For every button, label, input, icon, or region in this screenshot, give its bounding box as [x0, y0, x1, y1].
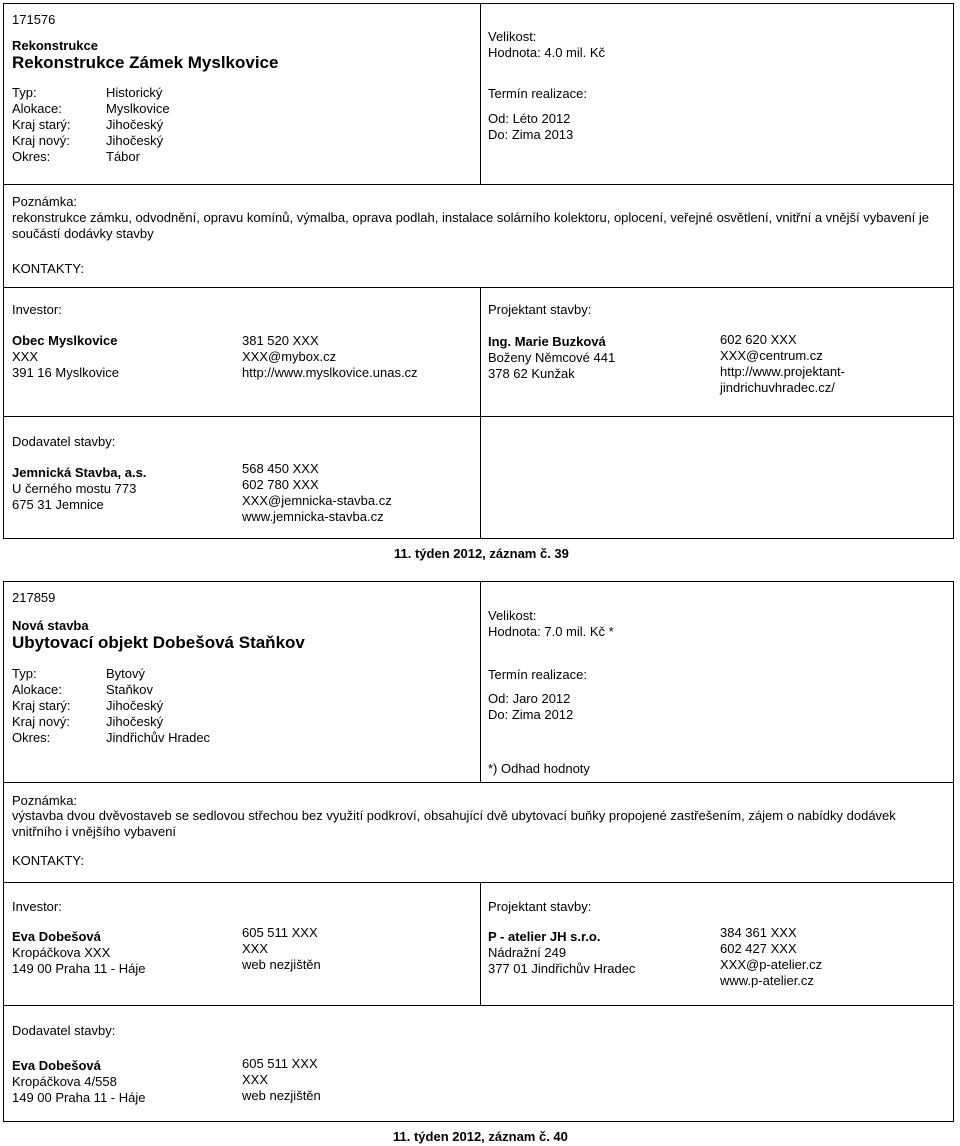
record-id: 171576: [12, 12, 56, 27]
divider-vertical: [480, 287, 481, 416]
field-value-old-region: Jihočeský: [106, 117, 164, 132]
supplier-address-2: 675 31 Jemnice: [12, 497, 104, 512]
supplier-name: Eva Dobešová: [12, 1058, 101, 1073]
supplier-address-1: Kropáčkova 4/558: [12, 1074, 117, 1089]
field-value-district: Tábor: [106, 149, 140, 164]
divider: [4, 416, 953, 417]
divider-vertical: [480, 4, 481, 184]
designer-email: XXX@p-atelier.cz: [720, 957, 823, 972]
divider: [4, 782, 953, 783]
investor-address-1: XXX: [12, 349, 39, 364]
designer-web: http://www.projektant-: [720, 364, 845, 379]
supplier-label: Dodavatel stavby:: [12, 434, 116, 449]
field-value-new-region: Jihočeský: [106, 133, 164, 148]
designer-label: Projektant stavby:: [488, 899, 592, 914]
investor-address-2: 391 16 Myslkovice: [12, 365, 119, 380]
investor-label: Investor:: [12, 302, 62, 317]
size-label: Velikost:: [488, 29, 537, 44]
designer-web: www.p-atelier.cz: [720, 973, 814, 988]
divider: [4, 882, 953, 883]
field-label-type: Typ:: [12, 666, 37, 681]
investor-name: Obec Myslkovice: [12, 333, 118, 348]
investor-web: web nezjištěn: [242, 957, 321, 972]
size-label: Velikost:: [488, 608, 537, 623]
field-label-new-region: Kraj nový:: [12, 714, 70, 729]
investor-name: Eva Dobešová: [12, 929, 101, 944]
field-label-allocation: Alokace:: [12, 682, 62, 697]
contacts-heading: KONTAKTY:: [12, 261, 84, 276]
estimate-note: *) Odhad hodnoty: [488, 761, 590, 776]
designer-address-1: Nádražní 249: [488, 945, 567, 960]
supplier-phone: 605 511 XXX: [242, 1056, 318, 1071]
field-value-old-region: Jihočeský: [106, 698, 164, 713]
supplier-address-1: U černého mostu 773: [12, 481, 137, 496]
supplier-label: Dodavatel stavby:: [12, 1023, 116, 1038]
field-label-old-region: Kraj starý:: [12, 698, 71, 713]
supplier-web: web nezjištěn: [242, 1088, 321, 1103]
field-label-district: Okres:: [12, 149, 51, 164]
note-label: Poznámka:: [12, 793, 78, 808]
field-label-type: Typ:: [12, 85, 37, 100]
designer-web-cont: jindrichuvhradec.cz/: [720, 380, 835, 395]
divider: [4, 1005, 953, 1006]
term-from: Od: Jaro 2012: [488, 691, 571, 706]
investor-web: http://www.myslkovice.unas.cz: [242, 365, 418, 380]
field-value-type: Historický: [106, 85, 163, 100]
divider-vertical: [480, 416, 481, 539]
term-label: Termín realizace:: [488, 667, 587, 682]
term-from: Od: Léto 2012: [488, 111, 571, 126]
designer-name: P - atelier JH s.r.o.: [488, 929, 601, 944]
designer-address-2: 378 62 Kunžak: [488, 366, 575, 381]
supplier-phone-2: 602 780 XXX: [242, 477, 319, 492]
designer-phone-1: 384 361 XXX: [720, 925, 797, 940]
investor-phone: 381 520 XXX: [242, 333, 319, 348]
record-id: 217859: [12, 590, 56, 605]
field-label-allocation: Alokace:: [12, 101, 62, 116]
record-title: Rekonstrukce Zámek Myslkovice: [12, 53, 279, 72]
supplier-email: XXX@jemnicka-stavba.cz: [242, 493, 392, 508]
investor-email: XXX: [242, 941, 269, 956]
record-title: Ubytovací objekt Dobešová Staňkov: [12, 633, 305, 652]
field-label-new-region: Kraj nový:: [12, 133, 70, 148]
term-label: Termín realizace:: [488, 86, 587, 101]
term-to: Do: Zima 2013: [488, 127, 574, 142]
record-footer: 11. týden 2012, záznam č. 39: [394, 546, 569, 561]
field-label-old-region: Kraj starý:: [12, 117, 71, 132]
note-text: výstavba dvou dvěvostaveb se sedlovou střechou bez využití podkroví, obsahující dvě ubytovací buňky propojené zastřešením, zájem o nabídky dodávek vnitřního i vnějšího vybavení: [12, 808, 896, 839]
size-value: Hodnota: 4.0 mil. Kč: [488, 45, 606, 60]
supplier-email: XXX: [242, 1072, 269, 1087]
field-value-district: Jindřichův Hradec: [106, 730, 211, 745]
field-value-allocation: Staňkov: [106, 682, 153, 697]
supplier-address-2: 149 00 Praha 11 - Háje: [12, 1090, 146, 1105]
term-to: Do: Zima 2012: [488, 707, 574, 722]
divider: [4, 184, 953, 185]
investor-address-2: 149 00 Praha 11 - Háje: [12, 961, 146, 976]
designer-phone: 602 620 XXX: [720, 332, 797, 347]
size-value: Hodnota: 7.0 mil. Kč *: [488, 624, 614, 639]
field-value-type: Bytový: [106, 666, 146, 681]
supplier-web: www.jemnicka-stavba.cz: [242, 509, 384, 524]
designer-address-2: 377 01 Jindřichův Hradec: [488, 961, 636, 976]
field-value-new-region: Jihočeský: [106, 714, 164, 729]
field-label-district: Okres:: [12, 730, 51, 745]
record-card-1: [3, 3, 954, 539]
note-text: rekonstrukce zámku, odvodnění, opravu komínů, výmalba, oprava podlah, instalace solárního kolektoru, oplocení, veřejné osvětlení, vnitřní a vnější vybavení je součástí dodávky stavby: [12, 210, 930, 241]
designer-address-1: Boženy Němcové 441: [488, 350, 616, 365]
designer-phone-2: 602 427 XXX: [720, 941, 797, 956]
record-card-2: [3, 581, 954, 1122]
designer-label: Projektant stavby:: [488, 302, 592, 317]
record-category: Rekonstrukce: [12, 38, 98, 53]
investor-address-1: Kropáčkova XXX: [12, 945, 111, 960]
investor-label: Investor:: [12, 899, 62, 914]
supplier-phone-1: 568 450 XXX: [242, 461, 319, 476]
note-label: Poznámka:: [12, 194, 78, 209]
investor-email: XXX@mybox.cz: [242, 349, 337, 364]
divider: [4, 287, 953, 288]
divider-vertical: [480, 882, 481, 1005]
designer-email: XXX@centrum.cz: [720, 348, 823, 363]
investor-phone: 605 511 XXX: [242, 925, 318, 940]
contacts-heading: KONTAKTY:: [12, 853, 84, 868]
designer-name: Ing. Marie Buzková: [488, 334, 606, 349]
record-footer: 11. týden 2012, záznam č. 40: [393, 1129, 568, 1144]
record-category: Nová stavba: [12, 618, 89, 633]
field-value-allocation: Myslkovice: [106, 101, 170, 116]
supplier-name: Jemnická Stavba, a.s.: [12, 465, 147, 480]
divider-vertical: [480, 582, 481, 782]
